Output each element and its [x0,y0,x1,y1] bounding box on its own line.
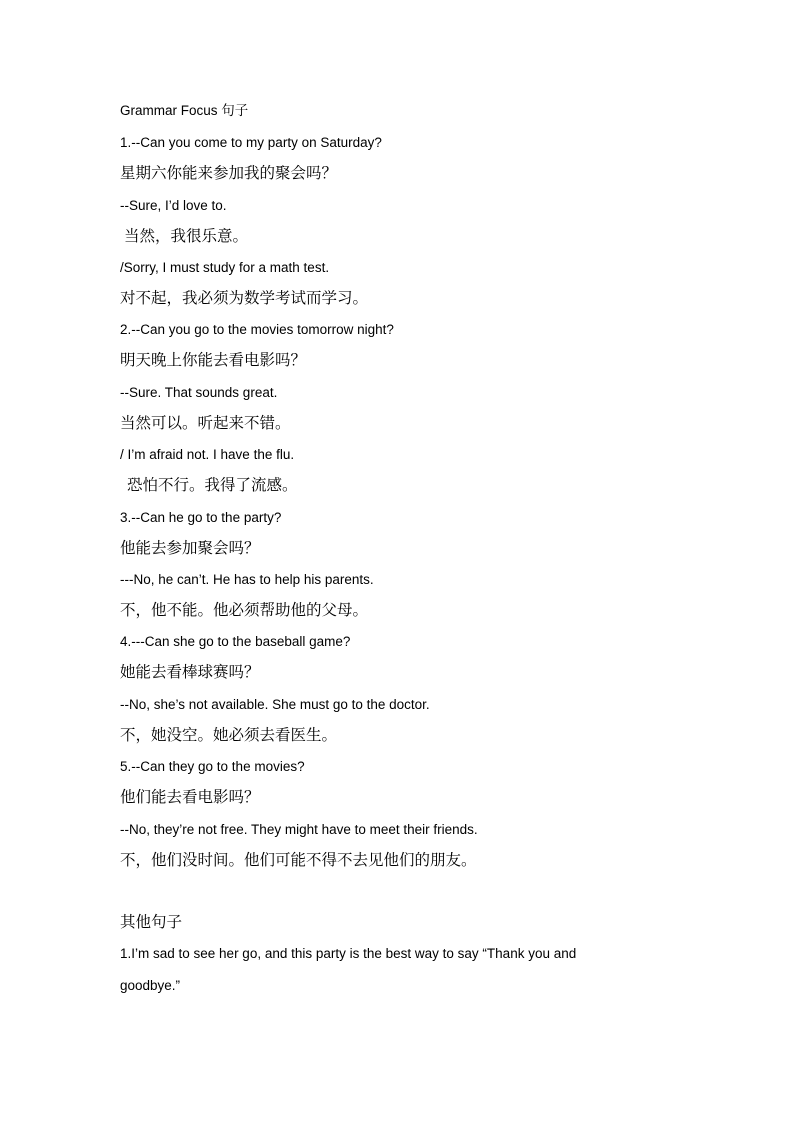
sentence-2-answer-yes-translation: 当然可以。听起来不错。 [120,415,291,432]
sentence-1-question-translation: 星期六你能来参加我的聚会吗？ [120,165,338,182]
sentence-2-question-translation: 明天晚上你能去看电影吗？ [120,352,307,369]
sentence-2-answer-no-translation: 恐怕不行。我得了流感。 [127,477,298,494]
sentence-1-answer-yes-translation: 当然，我很乐意。 [124,228,249,245]
sentence-2-question: 2.--Can you go to the movies tomorrow night? [120,322,394,337]
sentence-5-question: 5.--Can they go to the movies? [120,759,305,774]
sentence-1-question: 1.--Can you come to my party on Saturday? [120,135,382,150]
sentence-4-answer-translation: 不，她没空。她必须去看医生。 [120,727,338,744]
sentence-1-answer-yes: --Sure, I’d love to. [120,198,227,213]
sentence-5-question-translation: 他们能去看电影吗？ [120,789,260,806]
sentence-2-answer-yes: --Sure. That sounds great. [120,385,278,400]
sentence-3-question-translation: 他能去参加聚会吗？ [120,540,260,557]
sentence-4-question: 4.---Can she go to the baseball game? [120,634,351,649]
sentence-4-question-translation: 她能去看棒球赛吗？ [120,664,260,681]
section-heading-other-sentences: 其他句子 [120,914,183,931]
sentence-5-answer-translation: 不，他们没时间。他们可能不得不去见他们的朋友。 [120,852,477,869]
sentence-4-answer: --No, she’s not available. She must go to the doctor. [120,697,430,712]
sentence-1-answer-no: /Sorry, I must study for a math test. [120,260,330,275]
sentence-1-answer-no-translation: 对不起，我必须为数学考试而学习。 [120,290,369,307]
sentence-3-answer: ---No, he can’t. He has to help his parents. [120,572,374,587]
other-sentence-1: 1.I’m sad to see her go, and this party is the best way to say “Thank you and goodbye.” [120,946,577,993]
sentence-2-answer-no: / I’m afraid not. I have the flu. [120,447,295,462]
sentence-3-answer-translation: 不，他不能。他必须帮助他的父母。 [120,602,369,619]
sentence-3-question: 3.--Can he go to the party? [120,510,282,525]
sentence-5-answer: --No, they’re not free. They might have to meet their friends. [120,822,478,837]
section-heading-grammar-focus: Grammar Focus 句子 [120,103,249,118]
